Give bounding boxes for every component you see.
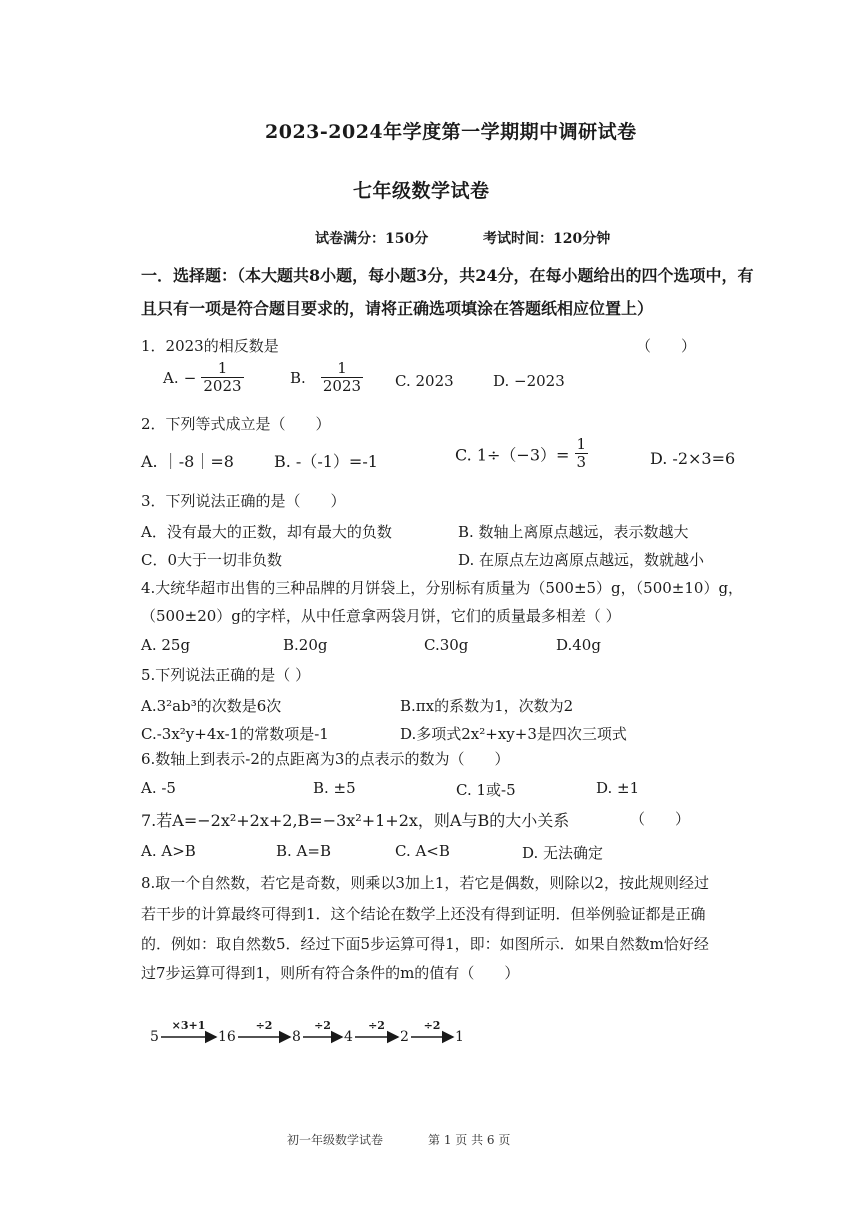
question-1-option-c: C. 2023	[395, 372, 454, 390]
footer-exam-name: 初一年级数学试卷	[287, 1133, 384, 1147]
question-7-option-a: A. A>B	[141, 842, 196, 860]
question-8-line2: 若干步的计算最终可得到1．这个结论在数学上还没有得到证明．但举例验证都是正确	[141, 905, 706, 923]
question-6-option-d: D. ±1	[596, 779, 640, 797]
question-1-paren: （ ）	[636, 337, 697, 355]
question-4-option-c: C.30g	[424, 636, 469, 654]
question-2-stem: 2．下列等式成立是（ ）	[141, 415, 331, 433]
option-b-label: B.	[290, 368, 306, 387]
question-1-option-d: D. −2023	[493, 372, 565, 390]
question-4-line2: （500±20）g的字样，从中任意拿两袋月饼，它们的质量最多相差（ ）	[141, 607, 621, 625]
flow-number: 2	[400, 1029, 409, 1045]
question-3-stem: 3．下列说法正确的是（ ）	[141, 492, 346, 510]
flow-operator: ÷2	[423, 1019, 441, 1032]
question-3-option-a: A．没有最大的正数，却有最大的负数	[141, 523, 392, 541]
question-5-option-a: A.3²ab³的次数是6次	[141, 697, 282, 715]
fraction-denominator: 3	[576, 453, 587, 472]
flow-operator: ÷2	[368, 1019, 385, 1032]
question-2-option-d: D. -2×3=6	[650, 449, 736, 468]
fraction-numerator: 1	[337, 359, 347, 377]
option-a-label: A.	[163, 368, 179, 387]
exam-subtitle: 七年级数学试卷	[353, 180, 490, 202]
question-4-option-b: B.20g	[283, 636, 328, 654]
question-8-line3: 的．例如：取自然数5．经过下面5步运算可得1，即：如图所示．如果自然数m恰好经	[141, 935, 709, 953]
question-5-option-c: C.-3x²y+4x-1的常数项是-1	[141, 725, 329, 743]
question-4-line1: 4.大统华超市出售的三种品牌的月饼袋上，分别标有质量为（500±5）g，（500±10）g，	[141, 579, 744, 597]
question-8-line4: 过7步运算可得到1，则所有符合条件的m的值有（ ）	[141, 964, 520, 982]
flow-operator: ÷2	[255, 1019, 273, 1032]
time-info: 考试时间：120分钟	[483, 231, 611, 247]
question-2-option-a: A. ｜-8｜=8	[141, 452, 234, 471]
question-1-option-b	[290, 360, 363, 396]
question-6-option-c: C. 1或-5	[456, 781, 516, 799]
question-7-paren: （ ）	[630, 810, 691, 828]
option-a-sign: −	[183, 368, 197, 387]
option-c-fraction	[575, 436, 589, 472]
question-3-option-d: D. 在原点左边离原点越远，数就越小	[458, 551, 705, 569]
fraction-numerator: 1	[217, 359, 228, 377]
footer-page-number: 第 1 页 共 6 页	[428, 1133, 511, 1147]
flow-number: 16	[218, 1029, 236, 1045]
flow-number: 4	[344, 1029, 353, 1045]
section-heading-line1: 一．选择题：（本大题共8小题，每小题3分，共24分，在每小题给出的四个选项中，有	[141, 266, 754, 285]
question-3-option-c: C．0大于一切非负数	[141, 551, 283, 569]
question-1-option-a	[163, 360, 244, 396]
question-4-option-a: A. 25g	[141, 636, 191, 654]
question-1-stem: 1．2023的相反数是	[141, 337, 279, 355]
fraction-denominator: 2023	[203, 377, 242, 396]
question-5-stem: 5.下列说法正确的是（ ）	[141, 666, 311, 684]
flow-number: 1	[455, 1029, 464, 1045]
question-7-option-c: C. A<B	[395, 842, 450, 860]
section-heading-line2: 且只有一项是符合题目要求的，请将正确选项填涂在答题纸相应位置上）	[141, 299, 654, 318]
fraction-denominator: 2023	[322, 377, 362, 396]
question-6-option-a: A. -5	[141, 779, 176, 797]
question-2-option-c	[455, 436, 588, 472]
flow-operator: ÷2	[314, 1019, 331, 1032]
exam-title: 2023-2024年学度第一学期期中调研试卷	[265, 121, 637, 143]
question-7-option-d: D. 无法确定	[522, 844, 604, 862]
flow-operator: ×3+1	[171, 1019, 206, 1032]
option-a-fraction	[201, 360, 243, 396]
question-7-stem: 7.若A=−2x²+2x+2,B=−3x²+1+2x，则A与B的大小关系	[141, 811, 570, 830]
question-6-stem: 6.数轴上到表示-2的点距离为3的点表示的数为（ ）	[141, 750, 510, 768]
question-5-option-d: D.多项式2x²+xy+3是四次三项式	[400, 725, 627, 743]
score-info: 试卷满分：150分	[315, 231, 429, 247]
flow-number: 5	[150, 1029, 159, 1045]
fraction-numerator: 1	[576, 435, 587, 453]
question-6-option-b: B. ±5	[313, 779, 356, 797]
option-c-text: C. 1÷（−3）=	[455, 445, 570, 465]
question-3-option-b: B. 数轴上离原点越远，表示数越大	[458, 523, 689, 541]
question-4-option-d: D.40g	[556, 636, 601, 654]
question-5-option-b: B.πx的系数为1，次数为2	[400, 697, 574, 715]
question-7-option-b: B. A=B	[276, 842, 331, 860]
question-8-line1: 8.取一个自然数，若它是奇数，则乘以3加上1，若它是偶数，则除以2，按此规则经过	[141, 874, 709, 892]
option-b-fraction	[321, 360, 363, 396]
question-2-option-b: B. -（-1）=-1	[274, 452, 378, 471]
collatz-flow-diagram	[146, 1010, 466, 1050]
flow-number: 8	[292, 1029, 301, 1045]
